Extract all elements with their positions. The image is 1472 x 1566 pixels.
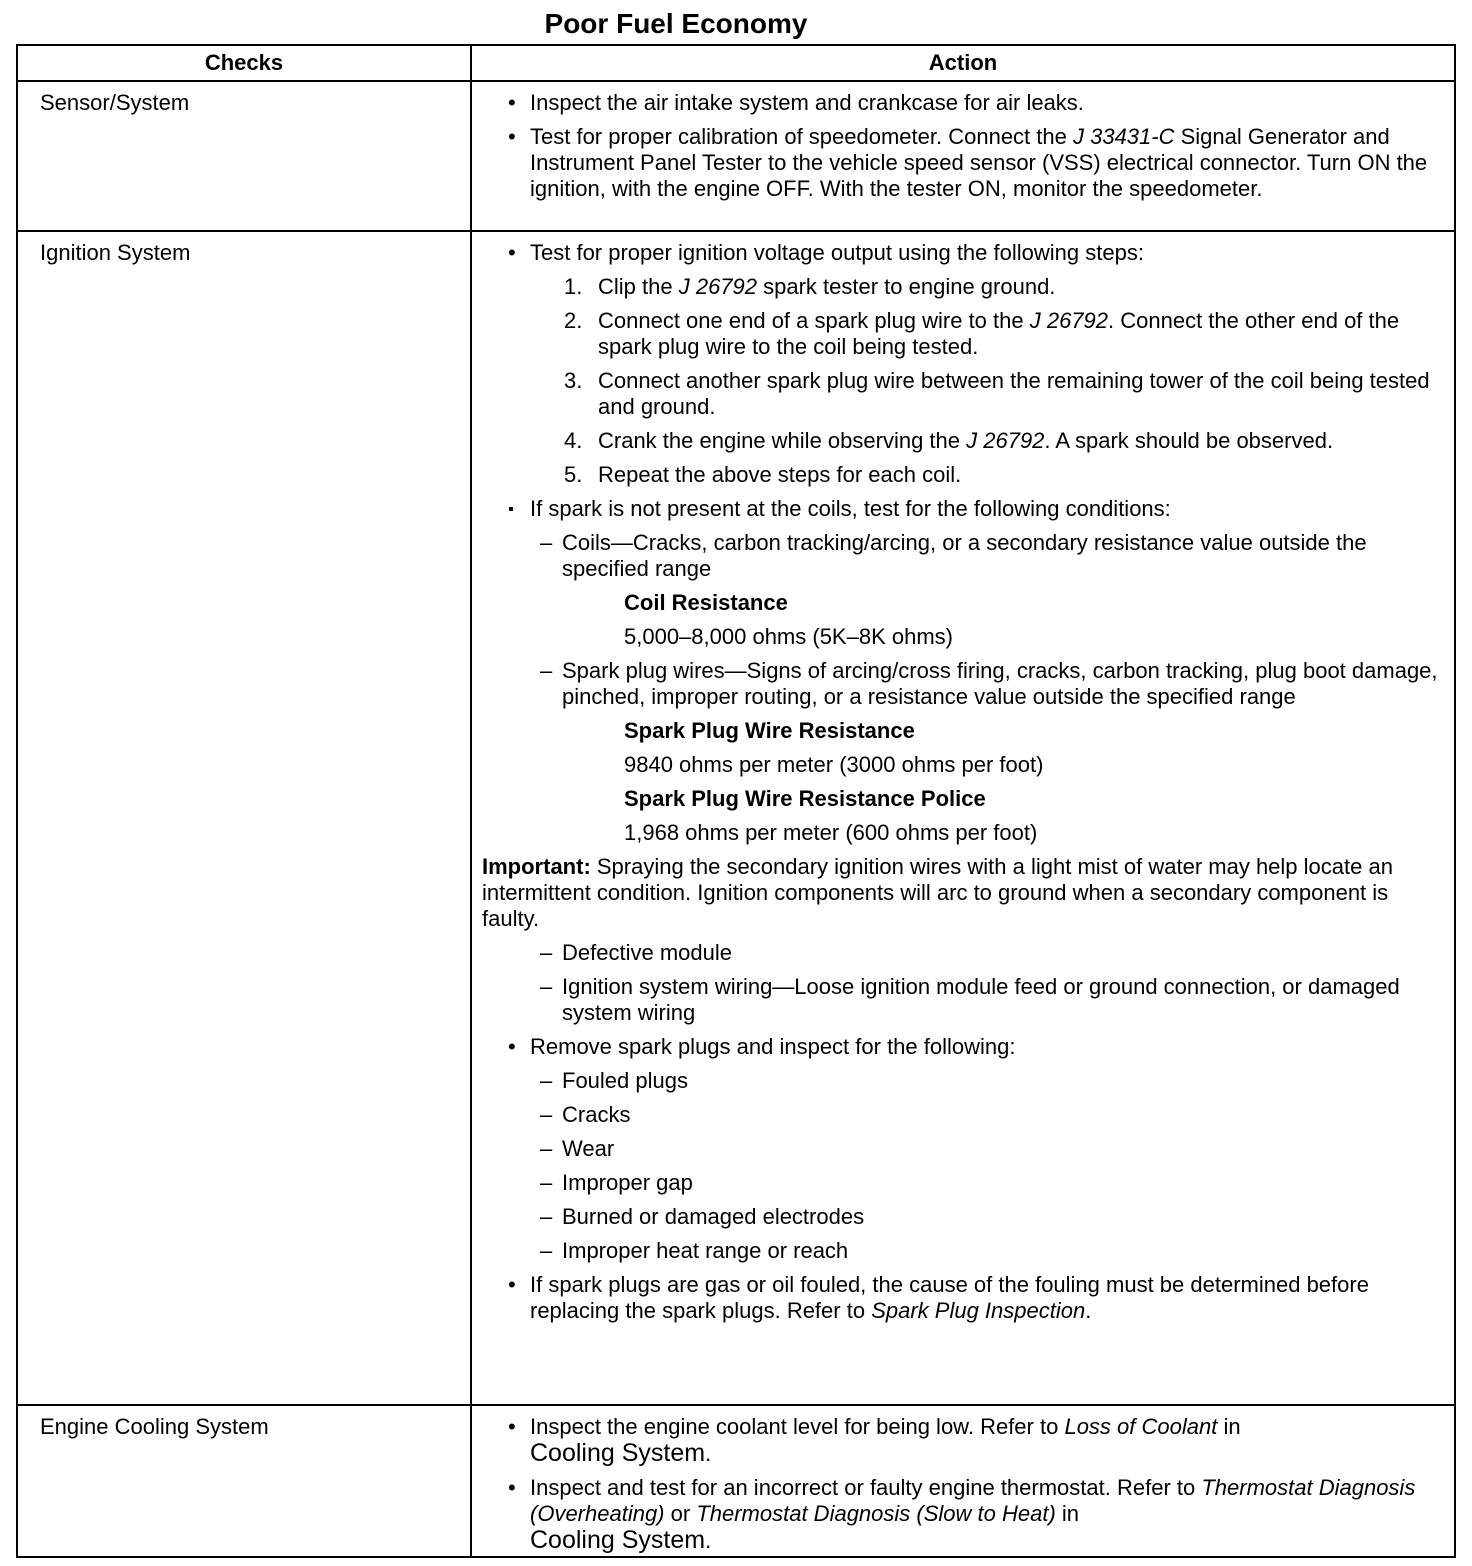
table-row: [17, 81, 1455, 231]
step-4: 4. Crank the engine while observing the J 26792. A spark should be observed.: [564, 428, 1334, 453]
inspect-item: – Improper gap: [482, 1170, 1440, 1196]
condition-item: – Ignition system wiring—Loose ignition module feed or ground connection, or damaged system wiring: [482, 974, 1440, 1026]
tool-ref: J 33431-C: [1072, 124, 1175, 149]
step-5: 5. Repeat the above steps for each coil.: [564, 462, 962, 487]
action-cell: [471, 1405, 1455, 1557]
inspect-item: – Cracks: [482, 1102, 1440, 1128]
table-row: [17, 1405, 1455, 1557]
spec-label: Coil Resistance: [624, 590, 788, 615]
action-bullet: • Inspect the engine coolant level for being low. Refer to Loss of Coolant in Cooling System.: [482, 1414, 1440, 1467]
action-bullet: • Test for proper ignition voltage output using the following steps:: [482, 240, 1440, 266]
action-cell: [471, 231, 1455, 1405]
cross-ref: Spark Plug Inspection: [871, 1298, 1086, 1323]
condition-item: – Coils—Cracks, carbon tracking/arcing, or a secondary resistance value outside the specified range: [482, 530, 1440, 582]
check-cell: Sensor/System: [17, 81, 471, 231]
cross-ref: Thermostat Diagnosis (Overheating): [530, 1475, 1416, 1526]
inspect-item: – Burned or damaged electrodes: [482, 1204, 1440, 1230]
action-bullet: • Inspect the air intake system and crankcase for air leaks.: [482, 90, 1440, 116]
check-cell: Engine Cooling System: [17, 1405, 471, 1557]
cross-ref: Loss of Coolant: [1064, 1414, 1218, 1439]
spec-label: Spark Plug Wire Resistance Police: [624, 786, 986, 811]
inspect-item: – Wear: [482, 1136, 1440, 1162]
spec-value: 9840 ohms per meter (3000 ohms per foot): [624, 752, 1044, 777]
check-cell: Ignition System: [17, 231, 471, 1405]
header-row: [17, 45, 1455, 81]
tool-ref: J 26792: [678, 274, 758, 299]
spec-value: 1,968 ohms per meter (600 ohms per foot): [624, 820, 1038, 845]
condition-item: – Defective module: [482, 940, 1440, 966]
step-2: 2. Connect one end of a spark plug wire to the J 26792. Connect the other end of the spark plug wire to the coil being tested.: [564, 308, 1400, 359]
action-bullet: • Remove spark plugs and inspect for the following:: [482, 1034, 1440, 1060]
section-ref: Cooling System: [530, 1526, 706, 1554]
action-cell: [471, 81, 1455, 231]
table-row: [17, 231, 1455, 1405]
inspect-item: – Improper heat range or reach: [482, 1238, 1440, 1264]
tool-ref: J 26792: [1029, 308, 1109, 333]
action-bullet: • If spark plugs are gas or oil fouled, the cause of the fouling must be determined before replacing the spark plugs. Refer to Spark Plug Inspection.: [482, 1272, 1440, 1324]
condition-item: – Spark plug wires—Signs of arcing/cross firing, cracks, carbon tracking, plug boot damage, pinched, improper routing, or a resistance value outside the specified range: [482, 658, 1440, 710]
inspect-item: – Fouled plugs: [482, 1068, 1440, 1094]
diagnosis-table: [16, 44, 1456, 1558]
header-checks: Checks: [17, 45, 471, 81]
action-bullet: ▪ If spark is not present at the coils, test for the following conditions:: [482, 496, 1440, 522]
action-bullet: • Inspect and test for an incorrect or faulty engine thermostat. Refer to Thermostat Diagnosis (Overheating) or Thermostat Diagnosis (Slow to Heat) in Cooling System.: [482, 1475, 1440, 1554]
spec-label: Spark Plug Wire Resistance: [624, 718, 915, 743]
action-bullet: • Test for proper calibration of speedometer. Connect the J 33431-C Signal Generator and Instrument Panel Tester to the vehicle speed sensor (VSS) electrical connector. Turn ON the ignition, with the engine OFF. With the tester ON, monitor the speedometer.: [482, 124, 1440, 202]
spec-value: 5,000–8,000 ohms (5K–8K ohms): [624, 624, 953, 649]
step-1: 1. Clip the J 26792 spark tester to engine ground.: [564, 274, 1056, 299]
important-note: Important: Spraying the secondary ignition wires with a light mist of water may help locate an intermittent condition. Ignition components will arc to ground when a secondary component is faulty.: [482, 854, 1393, 931]
page-title: Poor Fuel Economy: [544, 8, 808, 39]
tool-ref: J 26792: [966, 428, 1045, 453]
cross-ref: Thermostat Diagnosis (Slow to Heat): [696, 1501, 1056, 1526]
header-action: Action: [471, 45, 1455, 81]
section-ref: Cooling System: [530, 1439, 706, 1467]
step-3: 3. Connect another spark plug wire between the remaining tower of the coil being tested and ground.: [564, 368, 1430, 419]
